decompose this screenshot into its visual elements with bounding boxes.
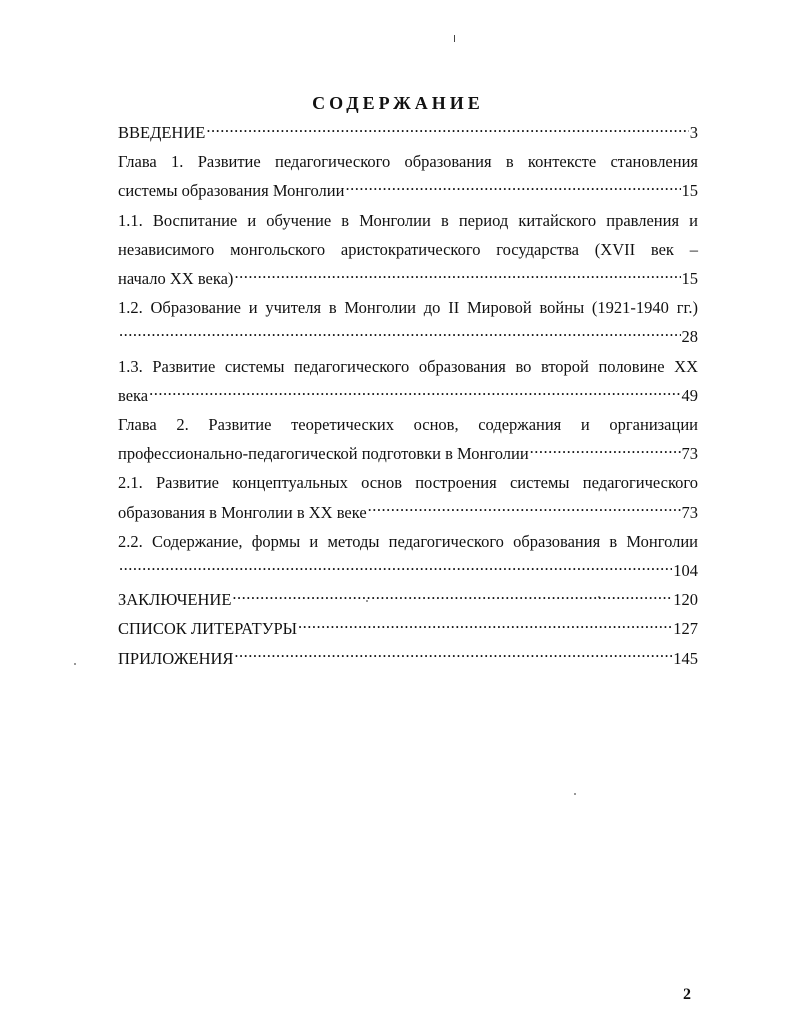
toc-page-number: 73: [681, 502, 698, 522]
toc-entry-label: образования в Монголии в XX веке: [118, 502, 367, 522]
toc-page-number: 145: [673, 648, 698, 668]
toc-entry-conclusion[interactable]: [118, 585, 698, 614]
toc-entry-section-2-2[interactable]: [118, 556, 698, 585]
table-of-contents: [118, 118, 698, 673]
toc-page-number: 104: [673, 561, 698, 581]
toc-entry-section-2-1-line-1[interactable]: 2.1. Развитие концептуальных основ построения системы педагогического: [118, 473, 698, 493]
toc-leader-dots: [530, 443, 681, 460]
toc-leader-dots: [206, 122, 688, 139]
toc-leader-dots: [119, 326, 681, 343]
toc-entry-label: ПРИЛОЖЕНИЯ: [118, 648, 234, 668]
toc-leader-dots: [232, 589, 672, 606]
toc-page-number: 15: [681, 181, 698, 201]
toc-entry-label: начало XX века): [118, 269, 234, 289]
toc-leader-dots: [234, 647, 672, 664]
toc-entry-section-1-1-line-1[interactable]: 1.1. Воспитание и обучение в Монголии в период китайского правления и: [118, 210, 698, 230]
toc-page-number: 73: [681, 444, 698, 464]
toc-page-number: 15: [681, 269, 698, 289]
toc-entry-section-1-2-line-1[interactable]: 1.2. Образование и учителя в Монголии до II Мировой войны (1921-1940 гг.): [118, 298, 698, 318]
toc-entry-section-1-2[interactable]: [118, 322, 698, 351]
toc-page-number: 3: [689, 123, 698, 142]
toc-entry-section-2-2-line-1[interactable]: 2.2. Содержание, формы и методы педагогического образования в Монголии: [118, 531, 698, 551]
toc-entry-section-1-3-line-1[interactable]: 1.3. Развитие системы педагогического образования во второй половине XX: [118, 356, 698, 376]
toc-page-number: 127: [673, 619, 698, 639]
toc-page-number: 28: [681, 327, 698, 347]
toc-entry-section-1-1-line-2[interactable]: независимого монгольского аристократического государства (XVII век –: [118, 239, 698, 259]
toc-entry-references[interactable]: [118, 614, 698, 643]
toc-entry-introduction[interactable]: [118, 118, 698, 147]
toc-entry-label: века: [118, 385, 149, 405]
toc-page-number: 120: [673, 590, 698, 610]
toc-entry-label: системы образования Монголии: [118, 181, 345, 201]
toc-leader-dots: [368, 501, 681, 518]
toc-entry-label: профессионально-педагогической подготовки в Монголии: [118, 444, 529, 464]
page-title: СОДЕРЖАНИЕ: [312, 93, 484, 113]
toc-entry-chapter-1[interactable]: [118, 176, 698, 205]
toc-entry-chapter-1-line-1[interactable]: Глава 1. Развитие педагогического образования в контексте становления: [118, 152, 698, 172]
toc-entry-label: ВВЕДЕНИЕ: [118, 123, 206, 142]
toc-entry-label: СПИСОК ЛИТЕРАТУРЫ: [118, 619, 298, 639]
scan-mark: [454, 35, 455, 42]
toc-page-number: 49: [681, 385, 698, 405]
toc-leader-dots: [345, 180, 680, 197]
scan-speck: [574, 793, 576, 795]
toc-leader-dots: [149, 384, 680, 401]
toc-entry-section-2-1[interactable]: [118, 498, 698, 527]
toc-entry-appendices[interactable]: [118, 644, 698, 673]
toc-entry-label: ЗАКЛЮЧЕНИЕ: [118, 590, 232, 610]
toc-leader-dots: [298, 618, 672, 635]
toc-entry-chapter-2[interactable]: [118, 439, 698, 468]
toc-entry-section-1-1[interactable]: [118, 264, 698, 293]
scan-speck: [74, 663, 76, 665]
toc-entry-section-1-3[interactable]: [118, 381, 698, 410]
toc-leader-dots: [234, 268, 680, 285]
toc-entry-chapter-2-line-1[interactable]: Глава 2. Развитие теоретических основ, содержания и организации: [118, 415, 698, 435]
page-number: 2: [683, 986, 691, 1003]
toc-leader-dots: [119, 560, 672, 577]
